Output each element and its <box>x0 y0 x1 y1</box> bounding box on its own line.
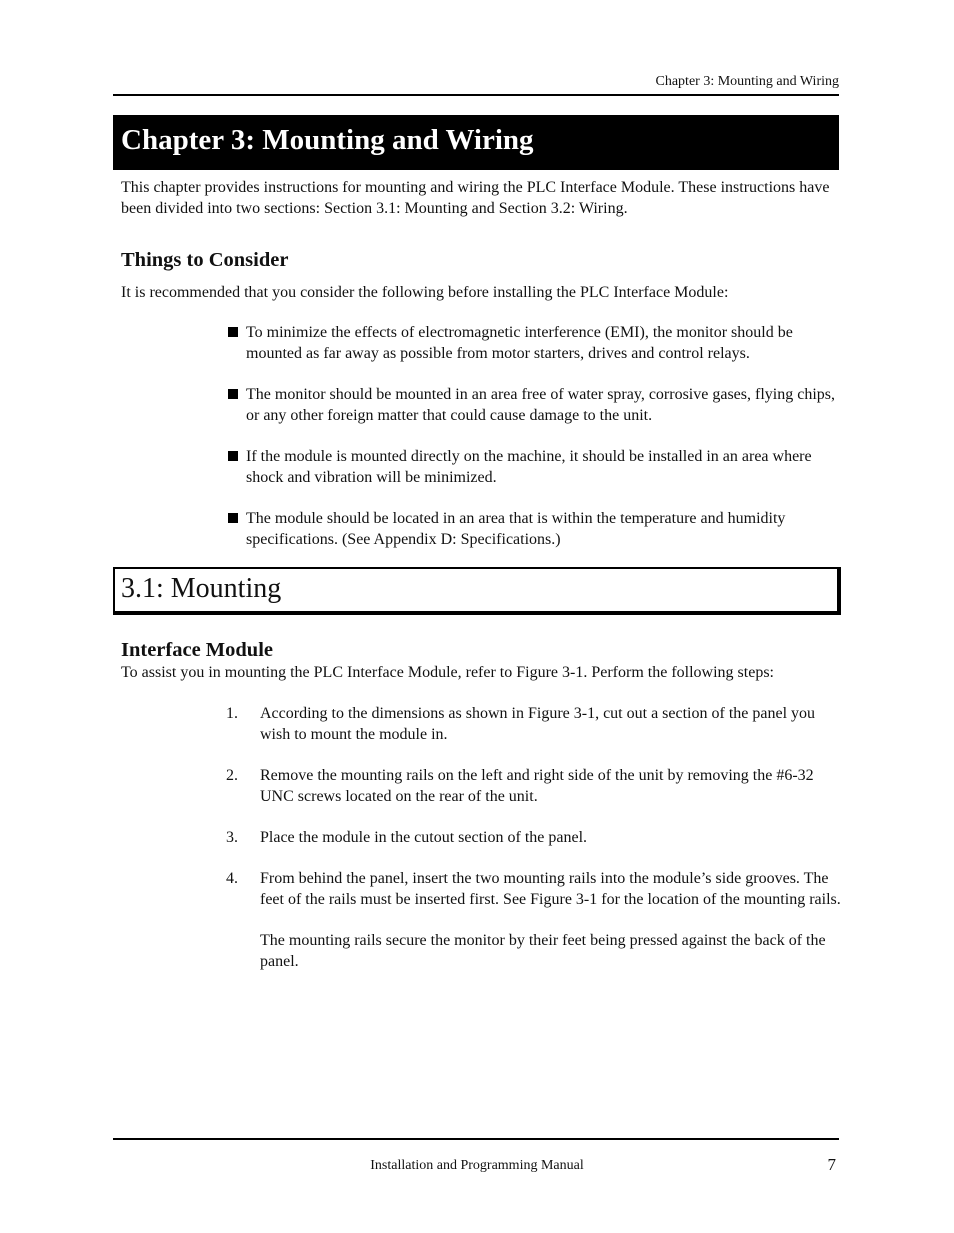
step-number: 4. <box>226 870 238 887</box>
bullet-text: If the module is mounted directly on the machine, it should be installed in an area where shock and vibration will be minimized. <box>246 448 812 486</box>
square-bullet-icon <box>228 451 238 461</box>
step-number: 3. <box>226 829 238 846</box>
list-item <box>226 703 846 745</box>
list-item <box>228 384 848 426</box>
chapter-title: Chapter 3: Mounting and Wiring <box>121 124 534 156</box>
step-text: Remove the mounting rails on the left and right side of the unit by removing the #6-32 UNC screws located on the rear of the unit. <box>260 767 814 805</box>
list-item <box>228 322 848 364</box>
bullet-text: The module should be located in an area that is within the temperature and humidity specifications. (See Appendix D: Specifications.) <box>246 510 786 548</box>
things-to-consider-heading: Things to Consider <box>121 249 289 271</box>
step-text: According to the dimensions as shown in Figure 3-1, cut out a section of the panel you wish to mount the module in. <box>260 705 816 743</box>
bullet-text: The monitor should be mounted in an area free of water spray, corrosive gases, flying chips, or any other foreign matter that could cause damage to the unit. <box>246 386 835 424</box>
step-text: From behind the panel, insert the two mounting rails into the module’s side grooves. The feet of the rails must be inserted first. See Figure 3-1 for the location of the mounting rails. <box>260 870 841 908</box>
step-number: 2. <box>226 767 238 784</box>
interface-module-heading: Interface Module <box>121 639 273 661</box>
mounting-steps-list <box>226 703 846 992</box>
chapter-intro: This chapter provides instructions for mounting and wiring the PLC Interface Module. These instructions have been divided into two sections: Section 3.1: Mounting and Section 3.2: Wiring. <box>121 179 830 217</box>
list-item <box>228 508 848 550</box>
things-to-consider-lead: It is recommended that you consider the following before installing the PLC Interface Module: <box>121 284 729 301</box>
bullet-text: To minimize the effects of electromagnetic interference (EMI), the monitor should be mounted as far away as possible from motor starters, drives and control relays. <box>246 324 793 362</box>
step-note: The mounting rails secure the monitor by their feet being pressed against the back of the panel. <box>260 932 826 970</box>
square-bullet-icon <box>228 513 238 523</box>
section-title: 3.1: Mounting <box>121 573 282 604</box>
considerations-list <box>228 322 848 570</box>
square-bullet-icon <box>228 327 238 337</box>
list-item <box>226 868 846 972</box>
footer-rule <box>113 1138 839 1140</box>
interface-module-lead: To assist you in mounting the PLC Interface Module, refer to Figure 3-1. Perform the following steps: <box>121 664 774 681</box>
list-item <box>228 446 848 488</box>
running-header: Chapter 3: Mounting and Wiring <box>655 74 839 89</box>
page-number: 7 <box>827 1155 836 1174</box>
step-number: 1. <box>226 705 238 722</box>
footer-manual-title: Installation and Programming Manual <box>370 1158 584 1173</box>
list-item <box>226 765 846 807</box>
step-text: Place the module in the cutout section of the panel. <box>260 829 588 846</box>
square-bullet-icon <box>228 389 238 399</box>
list-item <box>226 827 846 848</box>
header-rule <box>113 94 839 96</box>
